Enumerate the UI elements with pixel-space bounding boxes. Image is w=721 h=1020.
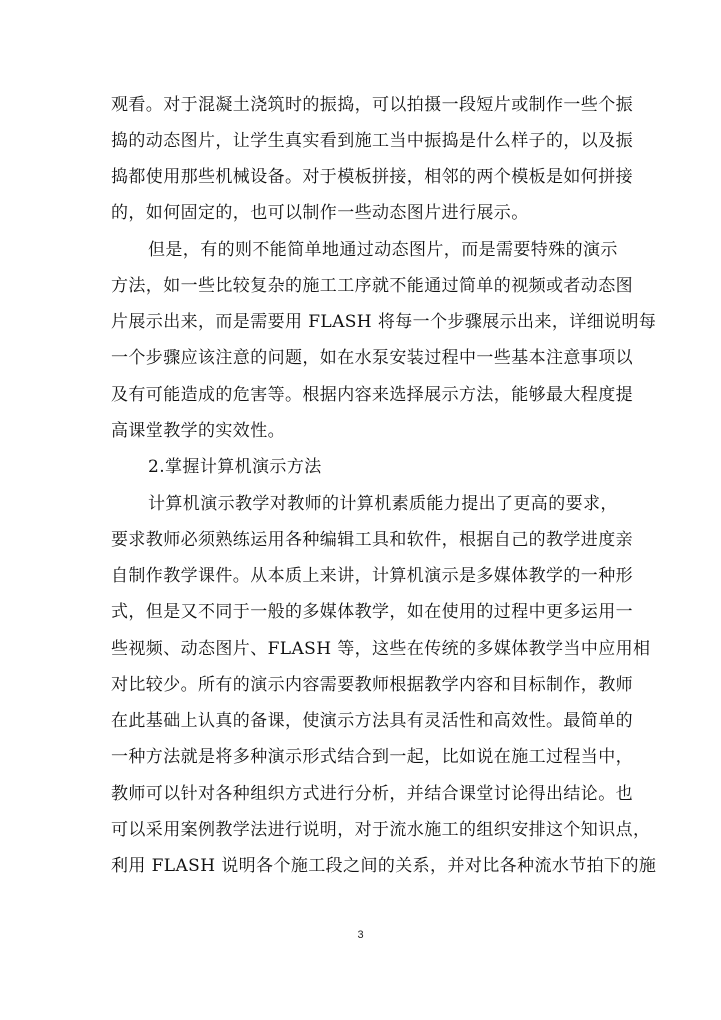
text-line: 自制作教学课件。从本质上来讲，计算机演示是多媒体教学的一种形	[111, 566, 633, 586]
text-line: 些视频、动态图片、FLASH 等，这些在传统的多媒体教学当中应用相	[111, 639, 651, 659]
text-line: 式，但是又不同于一般的多媒体教学，如在使用的过程中更多运用一	[111, 602, 633, 622]
section-heading: 2.掌握计算机演示方法	[148, 457, 322, 477]
text-line: 片展示出来，而是需要用 FLASH 将每一个步骤展示出来，详细说明每	[111, 312, 657, 332]
text-line: 方法，如一些比较复杂的施工工序就不能通过简单的视频或者动态图	[111, 276, 633, 296]
text-line: 高课堂教学的实效性。	[111, 421, 285, 441]
text-line: 及有可能造成的危害等。根据内容来选择展示方法，能够最大程度提	[111, 385, 633, 405]
text-line: 捣的动态图片，让学生真实看到施工当中振捣是什么样子的，以及振	[111, 131, 633, 151]
text-line: 一种方法就是将多种演示形式结合到一起，比如说在施工过程当中，	[111, 747, 633, 767]
text-line: 对比较少。所有的演示内容需要教师根据教学内容和目标制作，教师	[111, 675, 633, 695]
text-line: 一个步骤应该注意的问题，如在水泵安装过程中一些基本注意事项以	[111, 348, 633, 368]
text-line: 教师可以针对各种组织方式进行分析，并结合课堂讨论得出结论。也	[111, 784, 633, 804]
text-line: 在此基础上认真的备课，使演示方法具有灵活性和高效性。最简单的	[111, 711, 633, 731]
text-line: 观看。对于混凝土浇筑时的振捣，可以拍摄一段短片或制作一些个振	[111, 95, 633, 115]
text-line: 的，如何固定的，也可以制作一些动态图片进行展示。	[111, 203, 529, 223]
text-line: 利用 FLASH 说明各个施工段之间的关系，并对比各种流水节拍下的施	[111, 856, 657, 876]
paragraph-first-line: 但是，有的则不能简单地通过动态图片，而是需要特殊的演示	[148, 240, 618, 260]
paragraph-first-line: 计算机演示教学对教师的计算机素质能力提出了更高的要求，	[148, 494, 618, 514]
text-line: 要求教师必须熟练运用各种编辑工具和软件，根据自己的教学进度亲	[111, 530, 633, 550]
text-line: 可以采用案例教学法进行说明，对于流水施工的组织安排这个知识点，	[111, 820, 651, 840]
text-line: 捣都使用那些机械设备。对于模板拼接，相邻的两个模板是如何拼接	[111, 167, 633, 187]
page-number: 3	[357, 929, 364, 941]
